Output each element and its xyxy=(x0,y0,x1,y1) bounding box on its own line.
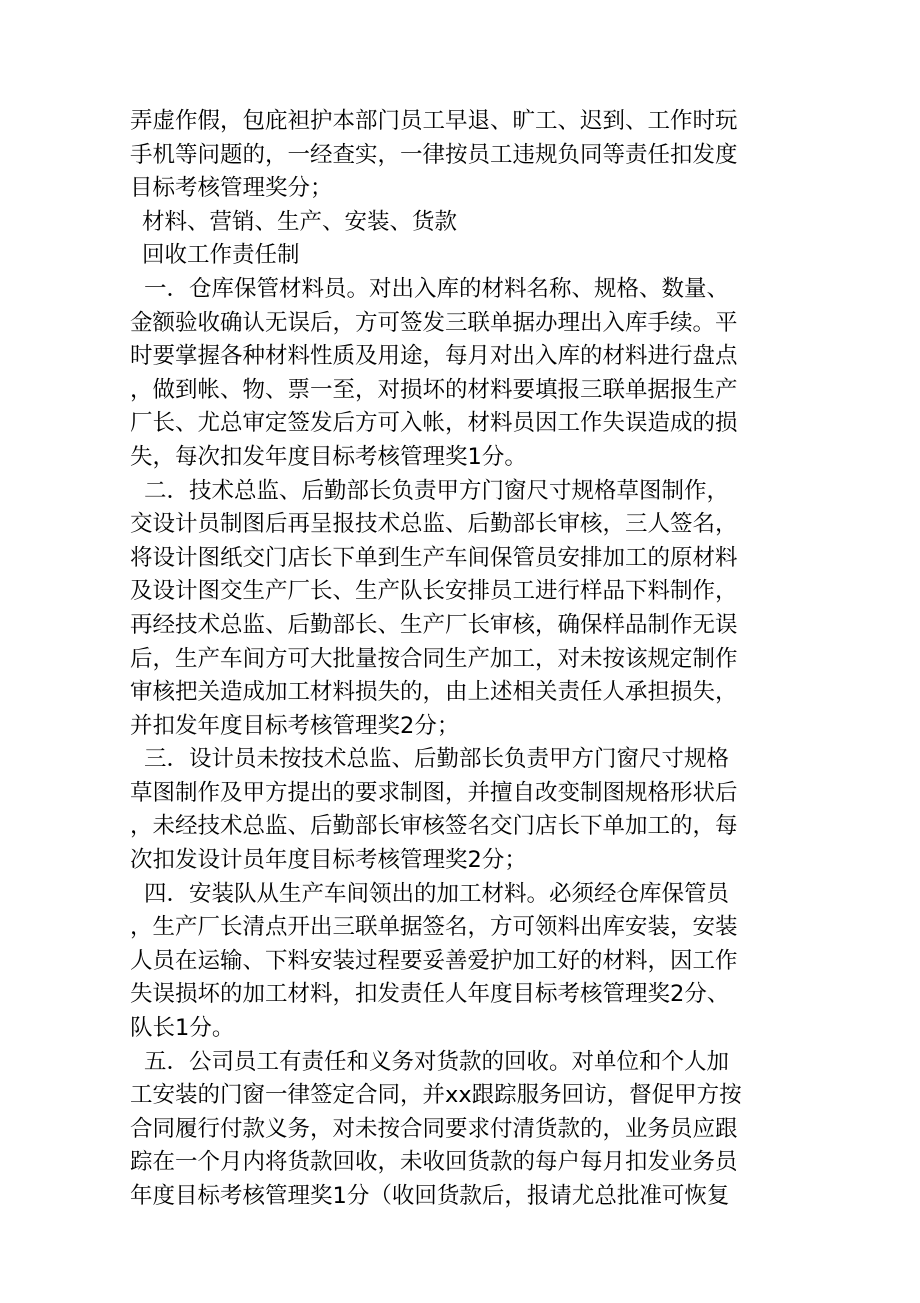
text-line: ，生产厂长清点开出三联单据签名，方可领料出库安装，安装 xyxy=(130,914,738,941)
text-line: 将设计图纸交门店长下单到生产车间保管员安排加工的原材料 xyxy=(130,544,738,571)
item-one-line: 一．仓库保管材料员。对出入库的材料名称、规格、数量、 xyxy=(144,275,730,302)
text-line: ，做到帐、物、票一至，对损坏的材料要填报三联单据报生产 xyxy=(130,376,738,403)
text-line: 队长1分。 xyxy=(130,1015,235,1042)
text-line: 金额验收确认无误后，方可签发三联单据办理出入库手续。平 xyxy=(130,309,738,336)
text-line: 合同履行付款义务，对未按合同要求付清货款的，业务员应跟 xyxy=(130,1115,738,1142)
item-three-line: 三．设计员未按技术总监、后勤部长负责甲方门窗尺寸规格 xyxy=(144,746,730,773)
text-line: 并扣发年度目标考核管理奖2分； xyxy=(130,712,460,739)
section-heading-line: 回收工作责任制 xyxy=(142,242,300,269)
text-line: 人员在运输、下料安装过程要妥善爱护加工好的材料，因工作 xyxy=(130,947,738,974)
text-line: 后，生产车间方可大批量按合同生产加工，对未按该规定制作 xyxy=(130,645,738,672)
text-line: 及设计图交生产厂长、生产队长安排员工进行样品下料制作， xyxy=(130,578,738,605)
text-line: 失误损坏的加工材料，扣发责任人年度目标考核管理奖2分、 xyxy=(130,981,730,1008)
text-line: 目标考核管理奖分； xyxy=(130,175,333,202)
text-line: 工安装的门窗一律签定合同，并xx跟踪服务回访，督促甲方按 xyxy=(130,1082,742,1109)
item-five-line: 五．公司员工有责任和义务对货款的回收。对单位和个人加 xyxy=(144,1048,730,1075)
section-heading-line: 材料、营销、生产、安装、货款 xyxy=(142,208,458,235)
text-line: 审核把关造成加工材料损失的，由上述相关责任人承担损失， xyxy=(130,679,738,706)
text-line: 年度目标考核管理奖1分（收回货款后，报请尤总批准可恢复 xyxy=(130,1183,730,1209)
text-line: 失，每次扣发年度目标考核管理奖1分。 xyxy=(130,443,527,470)
text-line: 厂长、尤总审定签发后方可入帐，材料员因工作失误造成的损 xyxy=(130,410,738,437)
item-four-line: 四．安装队从生产车间领出的加工材料。必须经仓库保管员 xyxy=(144,880,730,907)
text-line: 弄虚作假，包庇袒护本部门员工早退、旷工、迟到、工作时玩 xyxy=(130,108,738,134)
text-line: ，未经技术总监、后勤部长审核签名交门店长下单加工的，每 xyxy=(130,813,738,840)
text-line: 踪在一个月内将货款回收，未收回货款的每户每月扣发业务员 xyxy=(130,1149,738,1176)
text-line: 手机等问题的，一经查实，一律按员工违规负同等责任扣发度 xyxy=(130,141,738,168)
item-two-line: 二．技术总监、后勤部长负责甲方门窗尺寸规格草图制作， xyxy=(144,477,730,504)
text-line: 交设计员制图后再呈报技术总监、后勤部长审核，三人签名， xyxy=(130,511,738,538)
text-line: 时要掌握各种材料性质及用途，每月对出入库的材料进行盘点 xyxy=(130,343,738,370)
text-line: 次扣发设计员年度目标考核管理奖2分； xyxy=(130,847,527,874)
document-page xyxy=(130,105,790,1214)
text-line: 再经技术总监、后勤部长、生产厂长审核，确保样品制作无误 xyxy=(130,611,738,638)
text-line: 草图制作及甲方提出的要求制图，并擅自改变制图规格形状后 xyxy=(130,779,738,806)
